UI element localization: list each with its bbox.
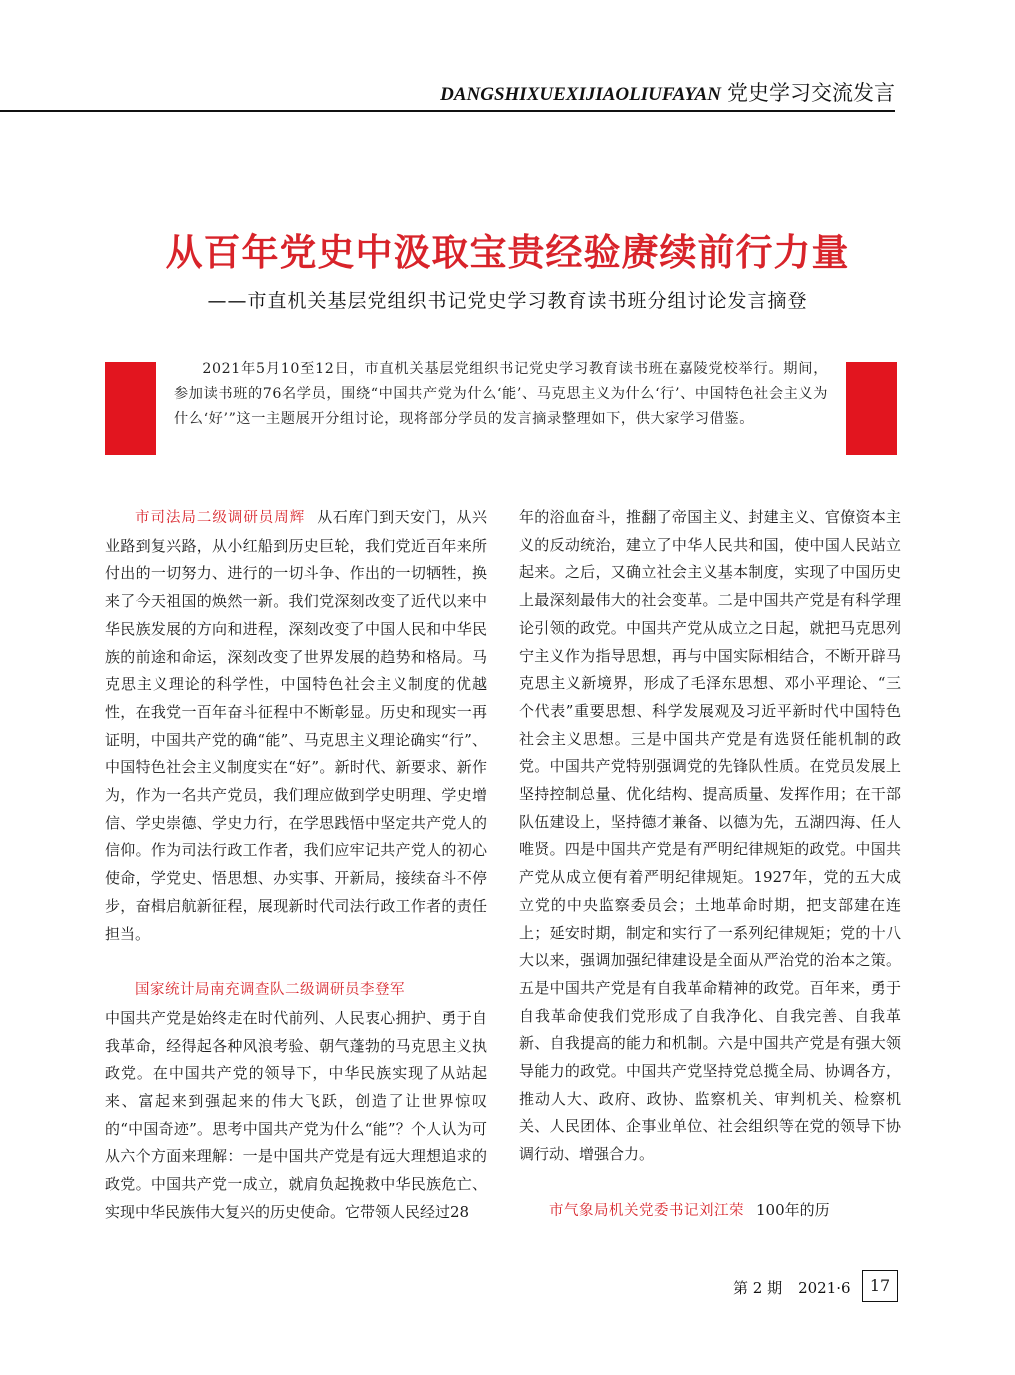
section-text: 从石库门到天安门，从兴业路到复兴路，从小红船到历史巨轮，我们党近百年来所付出的一切努力、进行的一切斗争、作出的一切牺牲，换来了今天祖国的焕然一新。我们党深刻改变了近代以来中华民族发展的方向和进程，深刻改变了中国人民和中华民族的前途和命运，深刻改变了世界发展的趋势和格局。马克思主义理论的科学性，中国特色社会主义制度的优越性，在我党一百年奋斗征程中不断彰显。历史和现实一再证明，中国共产党的确“能”、马克思主义理论确实“行”、中国特色社会主义制度实在“好”。新时代、新要求、新作为，作为一名共产党员，我们理应做到学史明理、学史增信、学史崇德、学史力行，在学思践悟中坚定共产党人的信仰。作为司法行政工作者，我们应牢记共产党人的初心使命，学党史、悟思想、办实事、开新局，接续奋斗不停步，奋楫启航新征程，展现新时代司法行政工作者的责任担当。 <box>105 508 487 943</box>
article-intro: 2021年5月10至12日，市直机关基层党组织书记党史学习教育读书班在嘉陵党校举行。期间，参加读书班的76名学员，围绕“中国共产党为什么‘能’、马克思主义为什么‘行’、中国特色社会主义为什么‘好’”这一主题展开分组讨论，现将部分学员的发言摘录整理如下，供大家学习借鉴。 <box>174 361 828 427</box>
section-text: 100年的历 <box>756 1200 830 1219</box>
article-title: 从百年党史中汲取宝贵经验赓续前行力量 <box>165 231 850 274</box>
section-paragraph <box>105 504 487 948</box>
issue-date: 2021·6 <box>798 1279 851 1297</box>
speaker-name: 国家统计局南充调查队二级调研员李登军 <box>135 982 405 999</box>
page-footer <box>733 1274 859 1302</box>
header-rule <box>0 110 895 112</box>
right-column <box>519 504 901 1226</box>
section-gap <box>105 948 487 976</box>
section-paragraph <box>519 1197 901 1226</box>
page-number: 17 <box>862 1270 898 1302</box>
section-paragraph <box>105 1005 487 1227</box>
speaker-name: 市气象局机关党委书记刘江荣 <box>549 1202 744 1219</box>
section-text: 中国共产党是始终走在时代前列、人民衷心拥护、勇于自我革命，经得起各种风浪考验、朝气蓬勃的马克思主义执政党。在中国共产党的领导下，中华民族实现了从站起来、富起来到强起来的伟大飞跃，创造了让世界惊叹的“中国奇迹”。思考中国共产党为什么“能”？个人认为可从六个方面来理解：一是中国共产党是有远大理想追求的政党。中国共产党一成立，就肩负起挽救中华民族危亡、实现中华民族伟大复兴的历史使命。它带领人民经过28 <box>105 1008 487 1221</box>
header-column-name: 党史学习交流发言 <box>727 81 895 105</box>
left-column <box>105 504 487 1227</box>
speaker-name: 市司法局二级调研员周辉 <box>135 510 306 526</box>
section-paragraph <box>519 504 901 1169</box>
running-header <box>440 78 895 108</box>
section-paragraph <box>105 976 487 1005</box>
section-gap <box>519 1169 901 1197</box>
section-text: 年的浴血奋斗，推翻了帝国主义、封建主义、官僚资本主义的反动统治，建立了中华人民共和国，使中国人民站立起来。之后，又确立社会主义基本制度，实现了中国历史上最深刻最伟大的社会变革。二是中国共产党是有科学理论引领的政党。中国共产党从成立之日起，就把马克思列宁主义作为指导思想，再与中国实际相结合，不断开辟马克思主义新境界，形成了毛泽东思想、邓小平理论、“三个代表”重要思想、科学发展观及习近平新时代中国特色社会主义思想。三是中国共产党是有选贤任能机制的政党。中国共产党特别强调党的先锋队性质。在党员发展上坚持控制总量、优化结构、提高质量、发挥作用；在干部队伍建设上，坚持德才兼备、以德为先，五湖四海、任人唯贤。四是中国共产党是有严明纪律规矩的政党。中国共产党从成立便有着严明纪律规矩。1927年，党的五大成立党的中央监察委员会；土地革命时期，把支部建在连上；延安时期，制定和实行了一系列纪律规矩；党的十八大以来，强调加强纪律建设是全面从严治党的治本之策。五是中国共产党是有自我革命精神的政党。百年来，勇于自我革命使我们党形成了自我净化、自我完善、自我革新、自我提高的能力和机制。六是中国共产党是有强大领导能力的政党。中国共产党坚持党总揽全局、协调各方，推动人大、政府、政协、监察机关、审判机关、检察机关、人民团体、企事业单位、社会组织等在党的领导下协调行动、增强合力。 <box>519 508 901 1164</box>
issue-number: 第 2 期 <box>733 1279 783 1297</box>
left-red-bar <box>105 362 156 455</box>
header-pinyin: DANGSHIXUEXIJIAOLIUFAYAN <box>440 84 721 105</box>
right-red-bar <box>846 362 897 455</box>
article-subtitle: ——市直机关基层党组织书记党史学习教育读书班分组讨论发言摘登 <box>207 290 808 312</box>
